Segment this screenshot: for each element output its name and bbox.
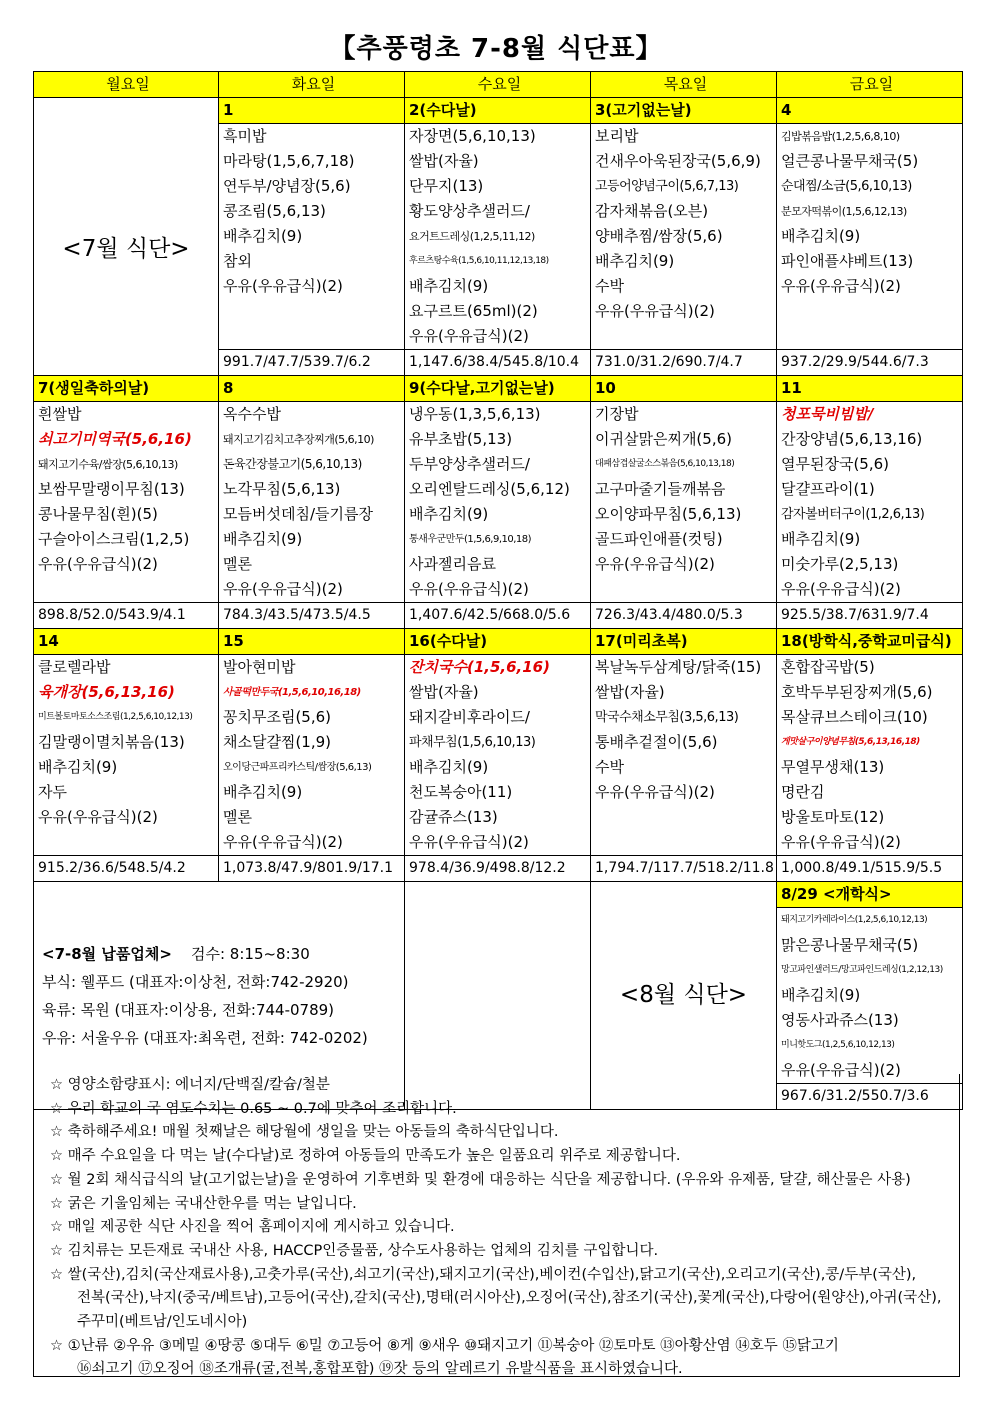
menu-cell bbox=[591, 655, 777, 856]
date-row bbox=[34, 98, 963, 124]
menu-item: 통배추겉절이(5,6) bbox=[595, 733, 718, 751]
menu-item: 돼지고기김치고추장찌개(5,6,10) bbox=[223, 433, 374, 446]
menu-cell bbox=[219, 402, 405, 603]
note-line: 주꾸미(베트남/인도네시아) bbox=[77, 1314, 248, 1331]
menu-item: 수박 bbox=[595, 277, 624, 295]
menu-item: 달걀프라이(1) bbox=[781, 480, 875, 498]
menu-item: 우유(우유급식)(2) bbox=[781, 1061, 901, 1079]
menu-item: 우유(우유급식)(2) bbox=[409, 327, 529, 345]
menu-cell bbox=[405, 124, 591, 350]
menu-table bbox=[33, 71, 963, 1110]
menu-item: 육개장(5,6,13,16) bbox=[38, 683, 175, 701]
menu-item: 기장밥 bbox=[595, 405, 639, 423]
menu-item: 요구르트(65ml)(2) bbox=[409, 302, 538, 320]
menu-item: 배추김치(9) bbox=[223, 783, 303, 801]
menu-cell bbox=[777, 655, 963, 856]
menu-item: 명란김 bbox=[781, 783, 825, 801]
note-line: ⑯쇠고기 ⑰오징어 ⑱조개류(굴,전복,홍합포함) ⑲잣 등의 알레르기 유발식품을 표시하였습니다. bbox=[77, 1361, 683, 1378]
menu-item: 돼지고기수육/쌈장(5,6,10,13) bbox=[38, 458, 178, 471]
menu-item: 이귀살맑은찌개(5,6) bbox=[595, 430, 732, 448]
nutrition-cell: 978.4/36.9/498.8/12.2 bbox=[405, 856, 591, 882]
menu-item: 돼지갈비후라이드/ bbox=[409, 708, 530, 726]
menu-item: 얼큰콩나물무채국(5) bbox=[781, 152, 919, 170]
menu-item: 우유(우유급식)(2) bbox=[223, 833, 343, 851]
menu-item: 참외 bbox=[223, 252, 252, 270]
menu-item: 우유(우유급식)(2) bbox=[38, 808, 158, 826]
menu-item: 두부양상추샐러드/ bbox=[409, 455, 530, 473]
menu-item: 간장양념(5,6,13,16) bbox=[781, 430, 923, 448]
menu-item: 분모자떡볶이(1,5,6,12,13) bbox=[781, 205, 907, 218]
menu-item: 우유(우유급식)(2) bbox=[223, 277, 343, 295]
menu-item: 멜론 bbox=[223, 808, 252, 826]
menu-item: 김밥볶음밥(1,2,5,6,8,10) bbox=[781, 130, 900, 143]
menu-item: 보쌈무말랭이무침(13) bbox=[38, 480, 185, 498]
notes-box bbox=[33, 1074, 960, 1377]
note-line: ☆ ①난류 ②우유 ③메밀 ④땅콩 ⑤대두 ⑥밀 ⑦고등어 ⑧게 ⑨새우 ⑩돼지고기 ⑪복숭아 ⑫토마토 ⑬아황산염 ⑭호두 ⑮닭고기 bbox=[50, 1337, 839, 1354]
menu-cell bbox=[591, 124, 777, 350]
menu-item: 우유(우유급식)(2) bbox=[38, 555, 158, 573]
date-cell: 17(미리초복) bbox=[591, 629, 777, 655]
menu-item: 오리엔탈드레싱(5,6,12) bbox=[409, 480, 570, 498]
menu-item: 쌀밥(자율) bbox=[409, 152, 479, 170]
menu-item: 오이당근파프리카스틱/쌈장(5,6,13) bbox=[223, 762, 372, 773]
menu-item: 오이양파무침(5,6,13) bbox=[595, 505, 742, 523]
menu-row bbox=[34, 402, 963, 603]
note-line: ☆ 우리 학교의 국 염도수치는 0.65 ~ 0.7에 맞추어 조리합니다. bbox=[50, 1100, 457, 1117]
nutrition-cell: 991.7/47.7/539.7/6.2 bbox=[219, 350, 405, 376]
menu-item: 미니핫도그(1,2,5,6,10,12,13) bbox=[781, 1040, 895, 1050]
date-cell: 10 bbox=[591, 376, 777, 402]
menu-item: 배추김치(9) bbox=[223, 227, 303, 245]
menu-item: 쇠고기미역국(5,6,16) bbox=[38, 430, 192, 448]
date-cell: 9(수다날,고기없는날) bbox=[405, 376, 591, 402]
date-row bbox=[34, 629, 963, 655]
day-header: 월요일 bbox=[34, 72, 219, 98]
menu-item: 맑은콩나물무채국(5) bbox=[781, 936, 919, 954]
date-cell: 15 bbox=[219, 629, 405, 655]
menu-item: 돼지고기카레라이스(1,2,5,6,10,12,13) bbox=[781, 915, 928, 925]
date-cell: 3(고기없는날) bbox=[591, 98, 777, 124]
supplier-heading: <7-8월 납품업체> bbox=[42, 944, 172, 963]
date-row bbox=[34, 376, 963, 402]
date-cell: 16(수다날) bbox=[405, 629, 591, 655]
date-cell: 2(수다날) bbox=[405, 98, 591, 124]
menu-item: 미트볼토마토소스조림(1,2,5,6,10,12,13) bbox=[38, 712, 193, 722]
nutrition-cell: 1,407.6/42.5/668.0/5.6 bbox=[405, 603, 591, 629]
menu-cell bbox=[405, 655, 591, 856]
menu-item: 옥수수밥 bbox=[223, 405, 281, 423]
menu-item: 건새우아욱된장국(5,6,9) bbox=[595, 152, 761, 170]
menu-item: 흰쌀밥 bbox=[38, 405, 82, 423]
menu-item: 잔치국수(1,5,6,16) bbox=[409, 658, 550, 676]
menu-item: 황도양상추샐러드/ bbox=[409, 202, 530, 220]
note-line: ☆ 쌀(국산),김치(국산재료사용),고춧가루(국산),쇠고기(국산),돼지고기(국산),베이컨(수입산),닭고기(국산),오리고기(국산),콩/두부(국산), bbox=[50, 1266, 917, 1283]
menu-item: 요거트드레싱(1,2,5,11,12) bbox=[409, 230, 535, 243]
date-cell: 7(생일축하의날) bbox=[34, 376, 219, 402]
menu-cell bbox=[777, 124, 963, 350]
month-label: <7월 식단> bbox=[34, 124, 219, 376]
menu-row bbox=[34, 124, 963, 350]
menu-item: 순대찜/소금(5,6,10,13) bbox=[781, 179, 912, 194]
date-cell: 1 bbox=[219, 98, 405, 124]
menu-item: 구슬아이스크림(1,2,5) bbox=[38, 530, 190, 548]
menu-item: 후르츠탕수육(1,5,6,10,11,12,13,18) bbox=[409, 256, 549, 266]
menu-item: 쌀밥(자율) bbox=[409, 683, 479, 701]
menu-item: 배추김치(9) bbox=[38, 758, 118, 776]
menu-item: 배추김치(9) bbox=[781, 986, 861, 1004]
nutrition-cell: 967.6/31.2/550.7/3.6 bbox=[777, 1084, 963, 1110]
menu-item: 연두부/양념장(5,6) bbox=[223, 177, 351, 195]
menu-item: 통새우군만두(1,5,6,9,10,18) bbox=[409, 534, 532, 545]
menu-item: 배추김치(9) bbox=[409, 758, 489, 776]
menu-item: 유부초밥(5,13) bbox=[409, 430, 513, 448]
nutrition-cell: 925.5/38.7/631.9/7.4 bbox=[777, 603, 963, 629]
menu-item: 사골떡만두국(1,5,6,10,16,18) bbox=[223, 687, 361, 698]
menu-item: 냉우동(1,3,5,6,13) bbox=[409, 405, 541, 423]
date-cell: 14 bbox=[34, 629, 219, 655]
date-cell: 8/29 <개학식> bbox=[777, 882, 963, 908]
date-cell: 8 bbox=[219, 376, 405, 402]
menu-cell bbox=[777, 402, 963, 603]
menu-item: 우유(우유급식)(2) bbox=[409, 580, 529, 598]
supplier-line: 육류: 목원 (대표자:이상용, 전화:744-0789) bbox=[42, 1000, 335, 1019]
menu-item: 영동사과쥬스(13) bbox=[781, 1011, 899, 1029]
month-label: <8월 식단> bbox=[591, 882, 777, 1110]
menu-item: 우유(우유급식)(2) bbox=[781, 833, 901, 851]
menu-item: 쌀밥(자율) bbox=[595, 683, 665, 701]
menu-item: 멜론 bbox=[223, 555, 252, 573]
menu-item: 마라탕(1,5,6,7,18) bbox=[223, 152, 355, 170]
menu-cell bbox=[34, 402, 219, 603]
menu-item: 꽁치무조림(5,6) bbox=[223, 708, 332, 726]
menu-item: 자두 bbox=[38, 783, 67, 801]
menu-cell bbox=[219, 124, 405, 350]
menu-cell bbox=[34, 655, 219, 856]
nutrition-row bbox=[34, 856, 963, 882]
menu-item: 보리밥 bbox=[595, 127, 639, 145]
menu-cell bbox=[219, 655, 405, 856]
date-cell: 11 bbox=[777, 376, 963, 402]
page-title: 【추풍령초 7-8월 식단표】 bbox=[329, 34, 663, 64]
menu-item: 콩조림(5,6,13) bbox=[223, 202, 326, 220]
menu-item: 감자볼버터구이(1,2,6,13) bbox=[781, 507, 925, 522]
menu-item: 김말랭이멸치볶음(13) bbox=[38, 733, 185, 751]
date-cell: 18(방학식,중학교미급식) bbox=[777, 629, 963, 655]
menu-item: 호박두부된장찌개(5,6) bbox=[781, 683, 933, 701]
menu-item: 감귤쥬스(13) bbox=[409, 808, 498, 826]
menu-item: 흑미밥 bbox=[223, 127, 267, 145]
nutrition-cell: 898.8/52.0/543.9/4.1 bbox=[34, 603, 219, 629]
menu-item: 단무지(13) bbox=[409, 177, 484, 195]
day-header: 금요일 bbox=[777, 72, 963, 98]
menu-item: 우유(우유급식)(2) bbox=[223, 580, 343, 598]
date-cell bbox=[34, 98, 219, 124]
menu-item: 클로렐라밥 bbox=[38, 658, 111, 676]
nutrition-cell: 915.2/36.6/548.5/4.2 bbox=[34, 856, 219, 882]
nutrition-cell: 1,147.6/38.4/545.8/10.4 bbox=[405, 350, 591, 376]
menu-item: 망고파인샐러드/망고파인드레싱(1,2,12,13) bbox=[781, 965, 943, 975]
nutrition-cell: 726.3/43.4/480.0/5.3 bbox=[591, 603, 777, 629]
menu-item: 복날녹두삼계탕/닭죽(15) bbox=[595, 658, 762, 676]
inspection-time: 검수: 8:15~8:30 bbox=[191, 944, 310, 963]
menu-item: 방울토마토(12) bbox=[781, 808, 885, 826]
menu-item: 노각무침(5,6,13) bbox=[223, 480, 341, 498]
menu-item: 우유(우유급식)(2) bbox=[781, 277, 901, 295]
day-header-row bbox=[34, 72, 963, 98]
menu-row bbox=[34, 655, 963, 856]
supplier-line: 부식: 웰푸드 (대표자:이상천, 전화:742-2920) bbox=[42, 972, 349, 991]
menu-item: 돈육간장불고기(5,6,10,13) bbox=[223, 457, 362, 471]
note-line: ☆ 월 2회 채식급식의 날(고기없는날)을 운영하여 기후변화 및 환경에 대응하는 식단을 제공합니다. (우유와 유제품, 달걀, 해산물은 사용) bbox=[50, 1171, 911, 1188]
menu-item: 목살큐브스테이크(10) bbox=[781, 708, 928, 726]
menu-item: 감자채볶음(오븐) bbox=[595, 202, 709, 220]
note-line: ☆ 김치류는 모든재료 국내산 사용, HACCP인증물품, 상수도사용하는 업체의 김치를 구입합니다. bbox=[50, 1242, 659, 1259]
nutrition-cell: 784.3/43.5/473.5/4.5 bbox=[219, 603, 405, 629]
nutrition-row bbox=[34, 603, 963, 629]
menu-item: 혼합잡곡밥(5) bbox=[781, 658, 875, 676]
nutrition-cell: 1,794.7/117.7/518.2/11.8 bbox=[591, 856, 777, 882]
menu-item: 발아현미밥 bbox=[223, 658, 296, 676]
menu-item: 배추김치(9) bbox=[409, 277, 489, 295]
menu-item: 양배추찜/쌈장(5,6) bbox=[595, 227, 723, 245]
menu-item: 대패삼겹살굴소스볶음(5,6,10,13,18) bbox=[595, 459, 735, 469]
nutrition-cell: 1,073.8/47.9/801.9/17.1 bbox=[219, 856, 405, 882]
day-header: 수요일 bbox=[405, 72, 591, 98]
menu-item: 막국수채소무침(3,5,6,13) bbox=[595, 710, 739, 725]
menu-cell bbox=[777, 908, 963, 1084]
menu-item: 파채무침(1,5,6,10,13) bbox=[409, 735, 536, 750]
menu-item: 미숫가루(2,5,13) bbox=[781, 555, 899, 573]
date-row bbox=[34, 882, 963, 908]
day-header: 화요일 bbox=[219, 72, 405, 98]
date-cell: 4 bbox=[777, 98, 963, 124]
menu-item: 우유(우유급식)(2) bbox=[409, 833, 529, 851]
menu-item: 사과젤리음료 bbox=[409, 555, 496, 573]
menu-item: 골드파인애플(컷팅) bbox=[595, 530, 723, 548]
menu-item: 배추김치(9) bbox=[223, 530, 303, 548]
menu-item: 채소달걀찜(1,9) bbox=[223, 733, 332, 751]
menu-item: 게맛살구이양념무침(5,6,13,16,18) bbox=[781, 737, 920, 747]
nutrition-cell: 1,000.8/49.1/515.9/5.5 bbox=[777, 856, 963, 882]
menu-item: 고등어양념구이(5,6,7,13) bbox=[595, 179, 739, 194]
menu-item: 파인애플샤베트(13) bbox=[781, 252, 914, 270]
menu-item: 무열무생채(13) bbox=[781, 758, 885, 776]
menu-item: 우유(우유급식)(2) bbox=[781, 580, 901, 598]
day-header: 목요일 bbox=[591, 72, 777, 98]
note-line: ☆ 굵은 기울임체는 국내산한우를 먹는 날입니다. bbox=[50, 1195, 357, 1212]
menu-item: 모듬버섯데침/들기름장 bbox=[223, 505, 373, 523]
menu-item: 천도복숭아(11) bbox=[409, 783, 513, 801]
note-line: ☆ 축하해주세요! 매월 첫째날은 해당월에 생일을 맞는 아동들의 축하식단입니다. bbox=[50, 1124, 559, 1141]
menu-cell bbox=[405, 402, 591, 603]
menu-item: 배추김치(9) bbox=[595, 252, 675, 270]
note-line: 전복(국산),낙지(중국/베트남),고등어(국산),갈치(국산),명태(러시아산),오징어(국산),참조기(국산),꽃게(국산),다랑어(원양산),아귀(국산), bbox=[77, 1290, 942, 1307]
menu-item: 우유(우유급식)(2) bbox=[595, 783, 715, 801]
menu-item: 우유(우유급식)(2) bbox=[595, 555, 715, 573]
menu-item: 배추김치(9) bbox=[409, 505, 489, 523]
menu-item: 배추김치(9) bbox=[781, 227, 861, 245]
menu-item: 청포묵비빔밥/ bbox=[781, 405, 874, 423]
menu-item: 우유(우유급식)(2) bbox=[595, 302, 715, 320]
menu-item: 고구마줄기들깨볶음 bbox=[595, 480, 726, 498]
note-line: ☆ 매주 수요일을 다 먹는 날(수다날)로 정하여 아동들의 만족도가 높은 일품요리 위주로 제공합니다. bbox=[50, 1148, 681, 1165]
menu-cell bbox=[591, 402, 777, 603]
nutrition-cell: 937.2/29.9/544.6/7.3 bbox=[777, 350, 963, 376]
menu-item: 수박 bbox=[595, 758, 624, 776]
note-line: ☆ 영양소함량표시: 에너지/단백질/칼슘/철분 bbox=[50, 1077, 330, 1093]
menu-item: 자장면(5,6,10,13) bbox=[409, 127, 536, 145]
note-line: ☆ 매일 제공한 식단 사진을 찍어 홈페이지에 게시하고 있습니다. bbox=[50, 1219, 455, 1236]
menu-item: 열무된장국(5,6) bbox=[781, 455, 890, 473]
menu-item: 콩나물무침(흰)(5) bbox=[38, 505, 158, 523]
supplier-line: 우유: 서울우유 (대표자:최옥련, 전화: 742-0202) bbox=[42, 1028, 368, 1047]
nutrition-cell: 731.0/31.2/690.7/4.7 bbox=[591, 350, 777, 376]
menu-item: 배추김치(9) bbox=[781, 530, 861, 548]
